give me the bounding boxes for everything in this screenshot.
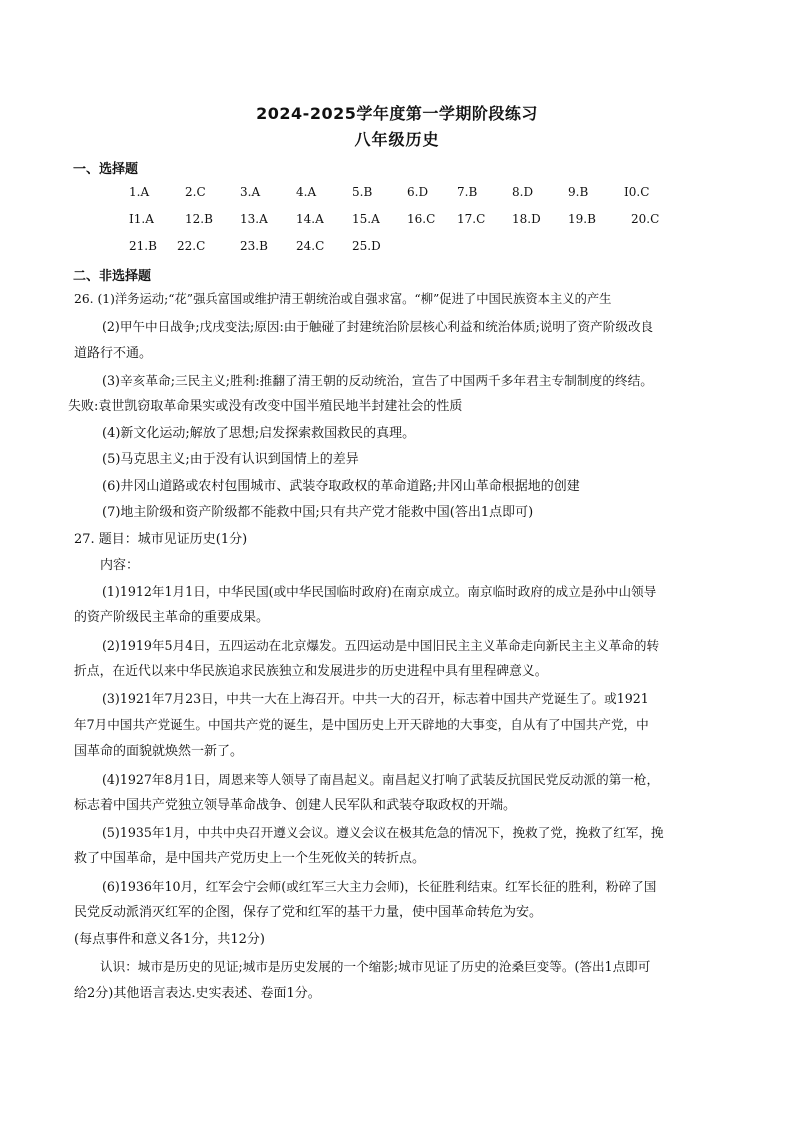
answer-line: 救了中国革命，是中国共产党历史上一个生死攸关的转折点。 bbox=[74, 851, 426, 866]
answer-line: 国革命的面貌就焕然一新了。 bbox=[74, 744, 244, 759]
answer-item: 4.A bbox=[296, 185, 317, 199]
answer-item: 8.D bbox=[512, 185, 534, 199]
answer-item: 7.B bbox=[457, 185, 478, 199]
answer-item: 16.C bbox=[407, 212, 436, 226]
answer-item: 13.A bbox=[240, 212, 268, 226]
answer-item: 15.A bbox=[352, 212, 380, 226]
page-title: 2024-2025学年度第一学期阶段练习 bbox=[256, 104, 538, 123]
answer-line: 认识：城市是历史的见证;城市是历史发展的一个缩影;城市见证了历史的沧桑巨变等。(答出1点即可 bbox=[100, 959, 651, 974]
answer-line: (3)1921年7月23日，中共一大在上海召开。中共一大的召开，标志着中国共产党诞生了。或1921 bbox=[102, 691, 649, 706]
section-heading-choice: 一、选择题 bbox=[73, 162, 139, 177]
answer-line: (5)马克思主义;由于没有认识到国情上的差异 bbox=[102, 452, 359, 467]
answer-line: 26. (1)洋务运动;“花”强兵富国或维护清王朝统治或自强求富。“柳”促进了中国民族资本主义的产生 bbox=[74, 292, 612, 306]
section-heading-nonchoice: 二、非选择题 bbox=[73, 269, 152, 284]
answer-item: 25.D bbox=[352, 239, 381, 253]
page-subtitle: 八年级历史 bbox=[354, 130, 440, 149]
answer-item: I0.C bbox=[624, 185, 650, 199]
answer-item: 20.C bbox=[631, 212, 660, 226]
answer-item: 9.B bbox=[568, 185, 589, 199]
answer-line: 民党反动派消灭红军的企图，保存了党和红军的基干力量，使中国革命转危为安。 bbox=[74, 905, 543, 920]
answer-item: 23.B bbox=[240, 239, 268, 253]
answer-item: 18.D bbox=[512, 212, 541, 226]
answer-line: (7)地主阶级和资产阶级都不能救中国;只有共产党才能救中国(答出1点即可) bbox=[102, 505, 534, 520]
answer-line: (2)1919年5月4日，五四运动在北京爆发。五四运动是中国旧民主主义革命走向新民主主义革命的转 bbox=[102, 638, 660, 653]
answer-item: 3.A bbox=[240, 185, 261, 199]
answer-line: 年7月中国共产党诞生。中国共产党的诞生，是中国历史上开天辟地的大事变，自从有了中国共产党，中 bbox=[74, 717, 649, 732]
answer-item: I1.A bbox=[129, 212, 154, 226]
answer-line: (3)辛亥革命;三民主义;胜利:推翻了清王朝的反动统治，宣告了中国两千多年君主专制制度的终结。 bbox=[102, 373, 653, 388]
answer-line: 的资产阶级民主革命的重要成果。 bbox=[74, 610, 270, 625]
answer-item: 24.C bbox=[296, 239, 325, 253]
answer-line: (4)新文化运动;解放了思想;启发探索救国救民的真理。 bbox=[102, 426, 416, 441]
answer-item: 12.B bbox=[185, 212, 213, 226]
answer-item: 1.A bbox=[129, 185, 150, 199]
answer-line: (5)1935年1月，中共中央召开遵义会议。遵义会议在极其危急的情况下，挽救了党，挽救了红军，挽 bbox=[102, 825, 664, 840]
answer-item: 22.C bbox=[177, 239, 206, 253]
answer-line: 标志着中国共产党独立领导革命战争、创建人民军队和武装夺取政权的开端。 bbox=[74, 798, 517, 813]
answer-item: 6.D bbox=[407, 185, 429, 199]
question-27-title: 27. 题目：城市见证历史(1分) bbox=[74, 532, 248, 547]
scoring-note: (每点事件和意义各1分，共12分) bbox=[74, 932, 265, 947]
answer-item: 2.C bbox=[185, 185, 206, 199]
answer-line: (4)1927年8月1日，周恩来等人领导了南昌起义。南昌起义打响了武装反抗国民党反动派的第一枪， bbox=[102, 772, 660, 787]
answer-line: (2)甲午中日战争;戊戌变法;原因:由于触碰了封建统治阶层核心利益和统治体质;说明了资产阶级改良 bbox=[102, 319, 654, 334]
answer-item: 17.C bbox=[457, 212, 486, 226]
answer-item: 14.A bbox=[296, 212, 324, 226]
answer-line: (1)1912年1月1日，中华民国(或中华民国临时政府)在南京成立。南京临时政府的成立是孙中山领导 bbox=[102, 584, 657, 599]
answer-line: 内容： bbox=[100, 558, 140, 573]
answer-line: 给2分)其他语言表达.史实表述、卷面1分。 bbox=[74, 986, 321, 1001]
answer-item: 5.B bbox=[352, 185, 373, 199]
answer-line: (6)1936年10月，红军会宁会师(或红军三大主力会师)，长征胜利结束。红军长征的胜利，粉碎了国 bbox=[102, 879, 657, 894]
answer-line: 失败:袁世凯窃取革命果实或没有改变中国半殖民地半封建社会的性质 bbox=[68, 399, 463, 414]
answer-line: 折点，在近代以来中华民族追求民族独立和发展进步的历史进程中具有里程碑意义。 bbox=[74, 664, 548, 679]
answer-line: (6)井冈山道路或农村包围城市、武装夺取政权的革命道路;井冈山革命根据地的创建 bbox=[102, 479, 580, 494]
answer-item: 19.B bbox=[568, 212, 596, 226]
answer-item: 21.B bbox=[129, 239, 157, 253]
answer-line: 道路行不通。 bbox=[74, 346, 153, 361]
